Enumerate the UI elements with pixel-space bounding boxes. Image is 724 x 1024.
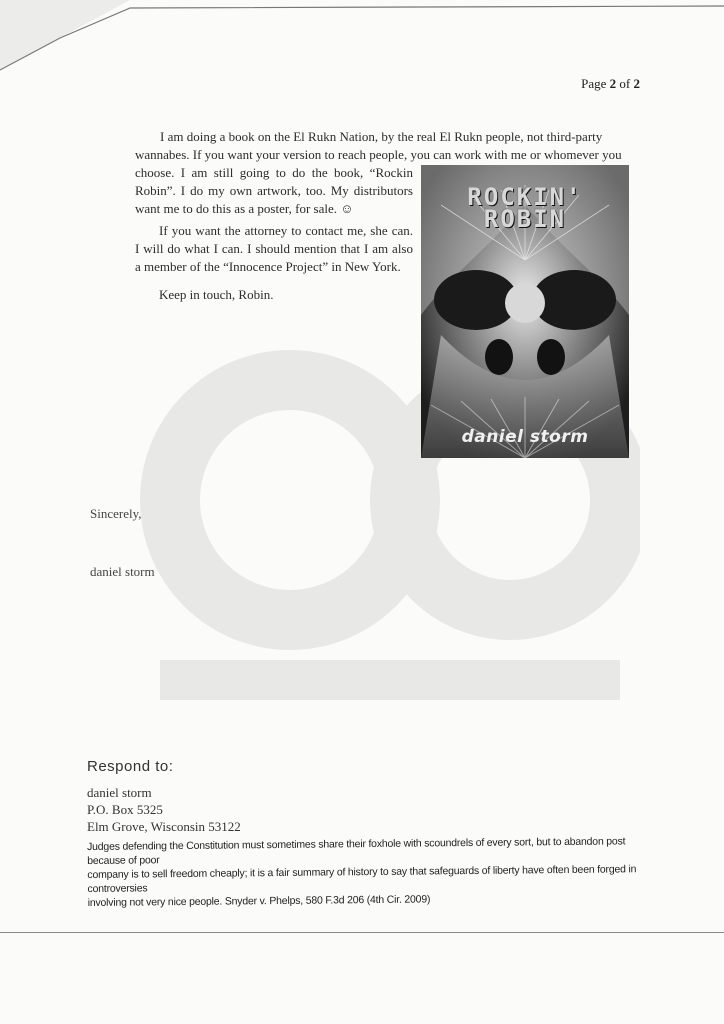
respond-to-label: Respond to: bbox=[87, 758, 174, 775]
footer-quote-line-3: involving not very nice people. Snyder v. Phelps, 580 F.3d 206 (4th Cir. 2009) bbox=[87, 893, 431, 909]
paragraph-2: If you want the attorney to contact me, she can. I will do what I can. I should mention that I am also a member of the “Innocence Project” in New York. bbox=[135, 223, 413, 274]
folded-corner-edge bbox=[0, 0, 724, 80]
paragraph-1-line-1: I am doing a book on the El Rukn Nation, by the real El Rukn people, not third-party bbox=[160, 129, 603, 144]
signature: daniel storm bbox=[90, 564, 155, 579]
book-cover-image bbox=[421, 165, 629, 458]
page-number: Page 2 of 2 bbox=[581, 76, 640, 91]
closing-salutation: Sincerely, bbox=[90, 506, 142, 521]
address-po-box: P.O. Box 5325 bbox=[87, 802, 163, 817]
paragraph-1-continued: choose. I am still going to do the book, “Rockin Robin”. I do my own artwork, too. My distributors want me to do this as a poster, for sale. ☺ bbox=[135, 165, 413, 216]
footer-quote-line-1: Judges defending the Constitution must sometimes share their foxhole with scoundrels of every sort, but to abandon post because of poor bbox=[87, 835, 626, 867]
book-title-line-2: ROBIN bbox=[483, 205, 567, 233]
footer-rule bbox=[0, 932, 724, 933]
paragraph-3: Keep in touch, Robin. bbox=[159, 287, 274, 302]
address-city: Elm Grove, Wisconsin 53122 bbox=[87, 819, 241, 834]
paragraph-1-line-2: wannabes. If you want your version to reach people, you can work with me or whomever you bbox=[135, 147, 622, 162]
book-title-line-1: ROCKIN' bbox=[467, 183, 583, 211]
book-author: daniel storm bbox=[461, 427, 589, 447]
address-name: daniel storm bbox=[87, 785, 152, 800]
footer-quote bbox=[87, 834, 648, 910]
footer-quote-line-2: company is to sell freedom cheaply; it is a fair summary of history to say that safeguards of liberty have often been forged in controversies bbox=[87, 863, 637, 895]
